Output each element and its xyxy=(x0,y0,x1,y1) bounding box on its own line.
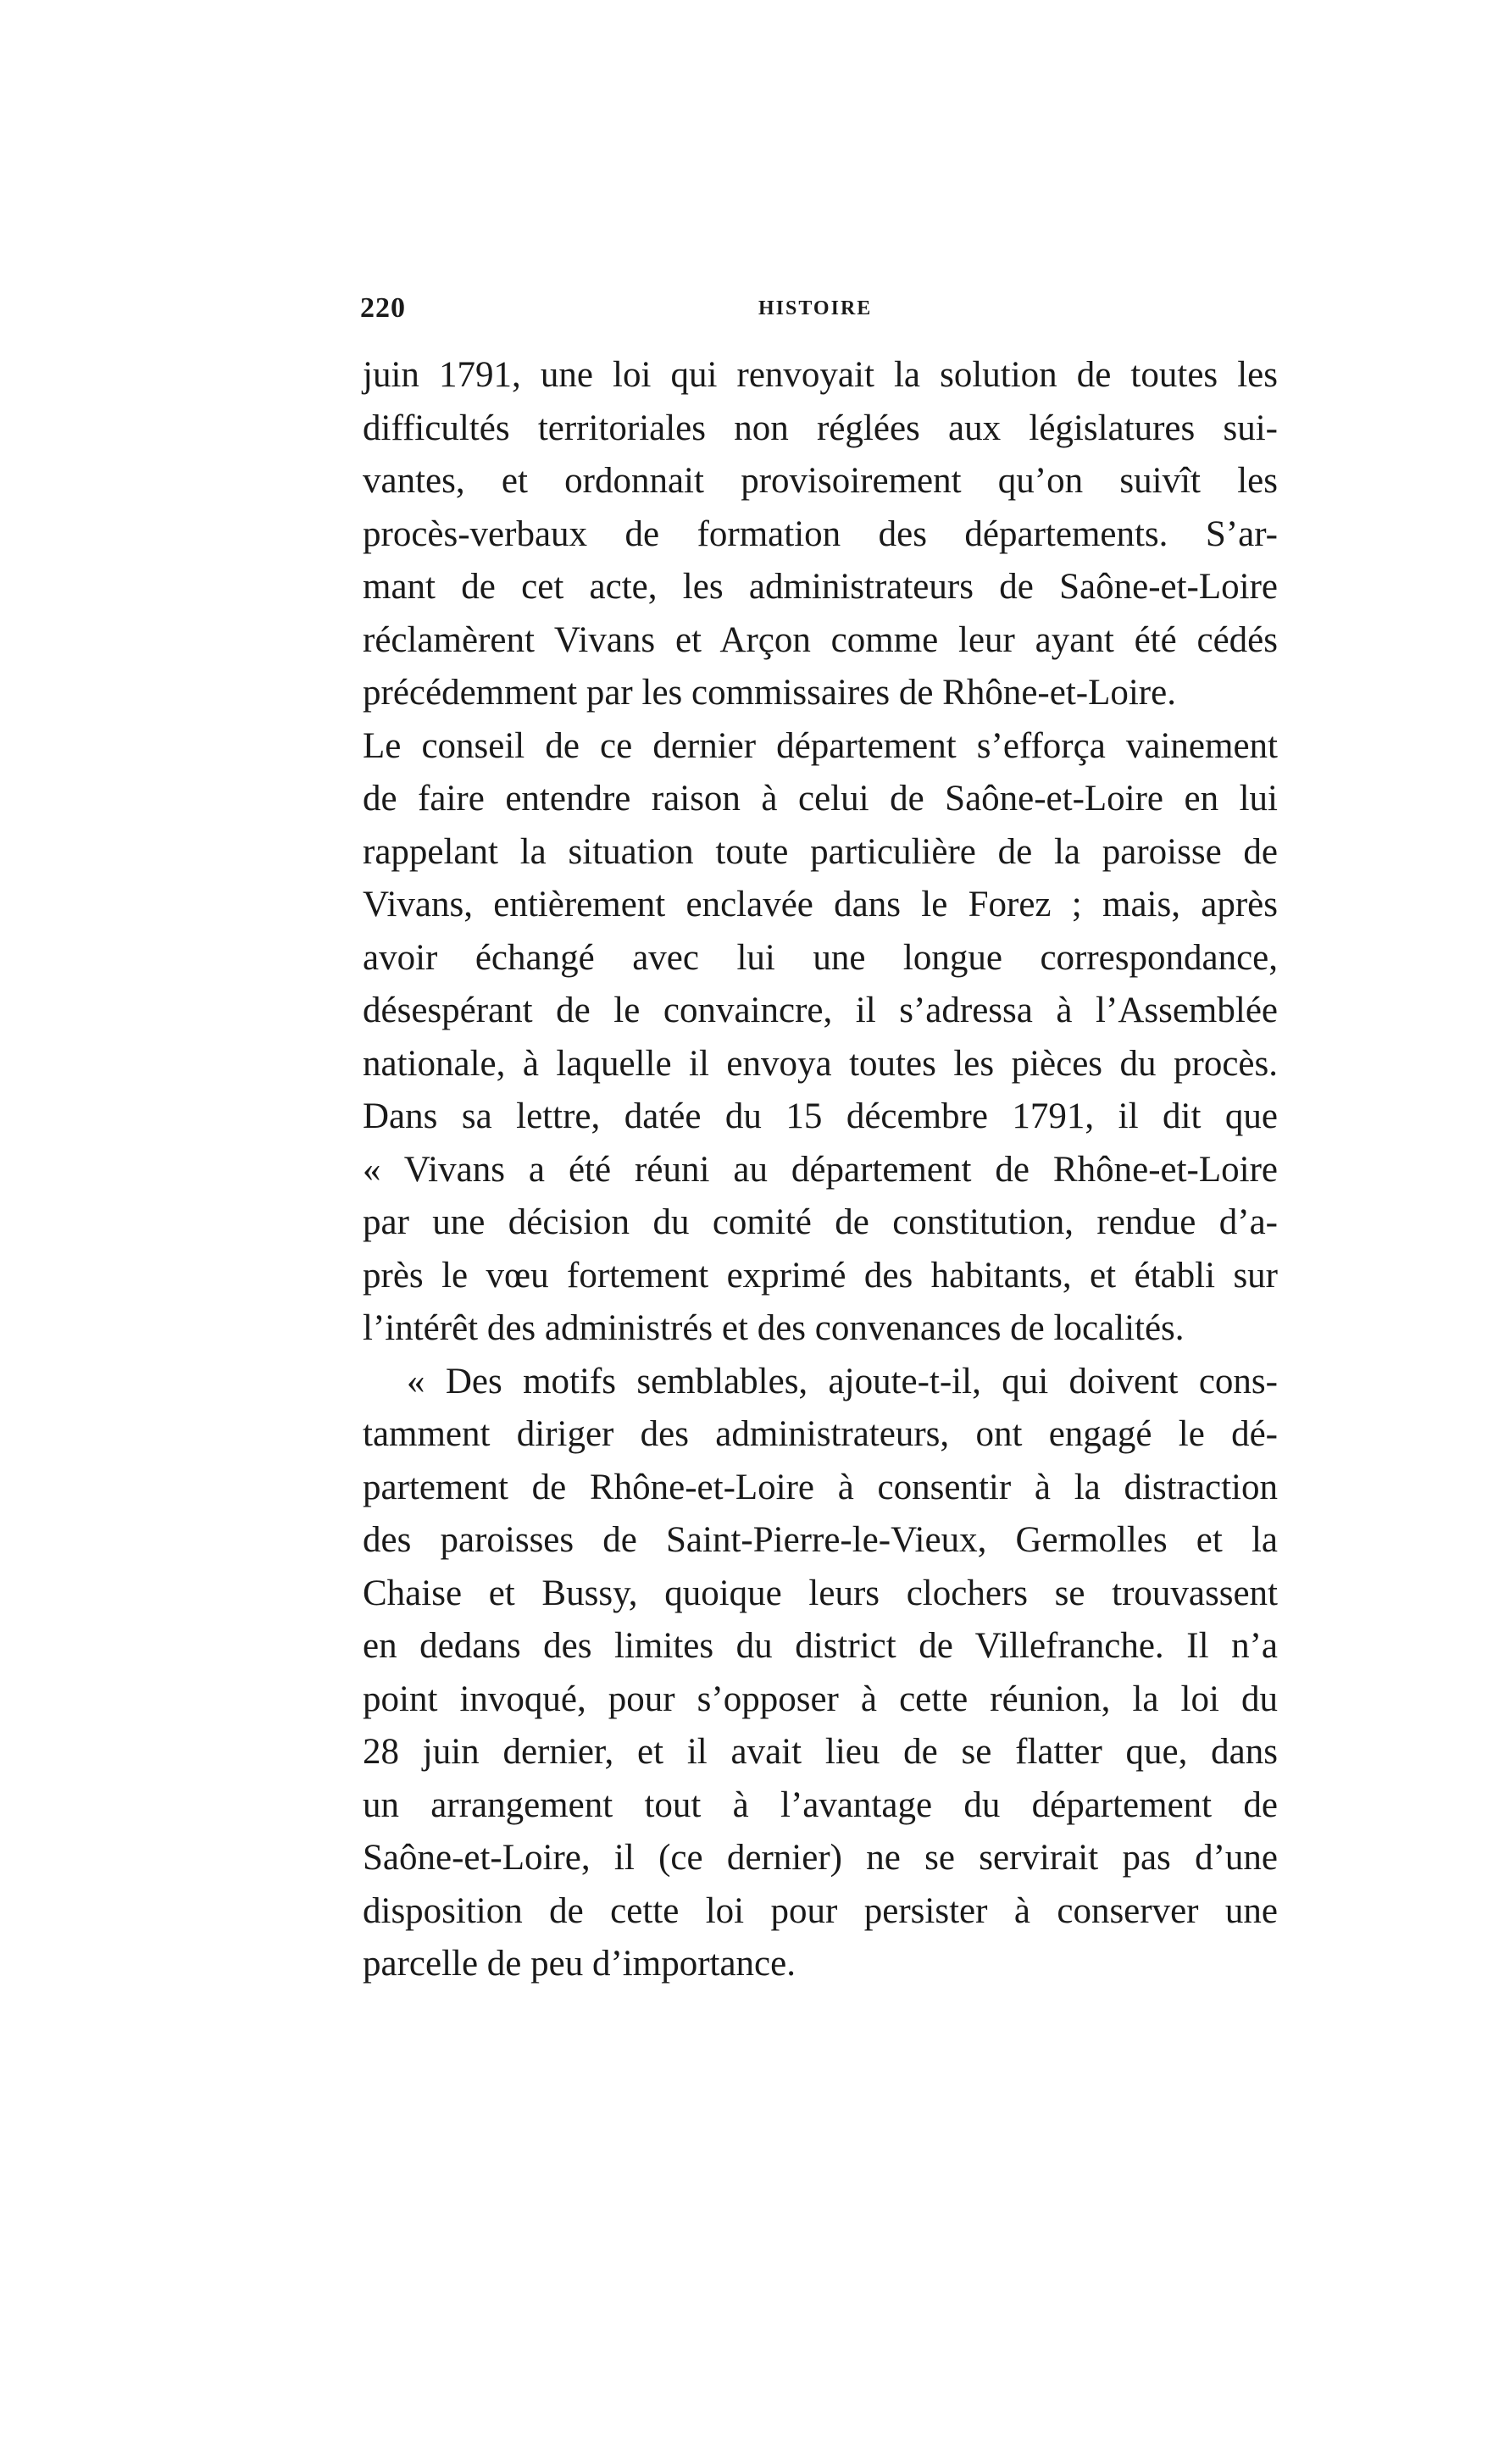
text-line: disposition de cette loi pour persister à conserver une xyxy=(363,1890,1278,1931)
text-line: partement de Rhône-et-Loire à consentir à la distraction xyxy=(363,1467,1278,1507)
text-line: 28 juin dernier, et il avait lieu de se flatter que, dans xyxy=(363,1732,1278,1772)
text-line: près le vœu fortement exprimé des habitants, et établi sur xyxy=(363,1255,1278,1296)
text-line: « Des motifs semblables, ajoute-t-il, qui doivent cons- xyxy=(407,1361,1278,1401)
text-line: précédemment par les commissaires de Rhône-et-Loire. xyxy=(363,673,1176,713)
text-line: difficultés territoriales non réglées aux législatures sui- xyxy=(363,408,1278,448)
text-line: nationale, à laquelle il envoya toutes les pièces du procès. xyxy=(363,1043,1278,1084)
text-line: avoir échangé avec lui une longue correspondance, xyxy=(363,937,1278,978)
body-text xyxy=(363,349,1278,1991)
text-line: rappelant la situation toute particulière de la paroisse de xyxy=(363,831,1278,872)
text-line: point invoqué, pour s’opposer à cette réunion, la loi du xyxy=(363,1679,1278,1719)
text-line: Saône-et-Loire, il (ce dernier) ne se servirait pas d’une xyxy=(363,1838,1278,1878)
text-line: des paroisses de Saint-Pierre-le-Vieux, Germolles et la xyxy=(363,1520,1278,1560)
text-line: Le conseil de ce dernier département s’efforça vainement xyxy=(363,725,1278,766)
text-line: Chaise et Bussy, quoique leurs clochers se trouvassent xyxy=(363,1573,1278,1613)
text-line: un arrangement tout à l’avantage du département de xyxy=(363,1784,1278,1825)
text-line: vantes, et ordonnait provisoirement qu’on suivît les xyxy=(363,461,1278,501)
page-number: 220 xyxy=(360,292,406,324)
text-line: réclamèrent Vivans et Arçon comme leur ayant été cédés xyxy=(363,619,1278,660)
text-line: Vivans, entièrement enclavée dans le Forez ; mais, après xyxy=(363,885,1278,924)
text-line: l’intérêt des administrés et des convenances de localités. xyxy=(363,1308,1185,1348)
text-line: de faire entendre raison à celui de Saône-et-Loire en lui xyxy=(363,779,1278,819)
text-line: parcelle de peu d’importance. xyxy=(363,1944,796,1984)
text-line: Dans sa lettre, datée du 15 décembre 1791, il dit que xyxy=(363,1096,1278,1136)
text-line: juin 1791, une loi qui renvoyait la solution de toutes les xyxy=(363,355,1278,395)
text-line: mant de cet acte, les administrateurs de Saône-et-Loire xyxy=(363,567,1278,607)
text-line: désespérant de le convaincre, il s’adressa à l’Assemblée xyxy=(363,991,1278,1030)
text-line: par une décision du comité de constitution, rendue d’a- xyxy=(363,1202,1278,1242)
text-line: procès-verbaux de formation des départements. S’ar- xyxy=(363,513,1278,554)
text-line: en dedans des limites du district de Villefranche. Il n’a xyxy=(363,1626,1278,1666)
running-title: HISTOIRE xyxy=(758,297,873,319)
text-line: « Vivans a été réuni au département de Rhône-et-Loire xyxy=(363,1149,1278,1190)
text-line: tamment diriger des administrateurs, ont engagé le dé- xyxy=(363,1414,1278,1454)
running-head xyxy=(360,292,1275,335)
